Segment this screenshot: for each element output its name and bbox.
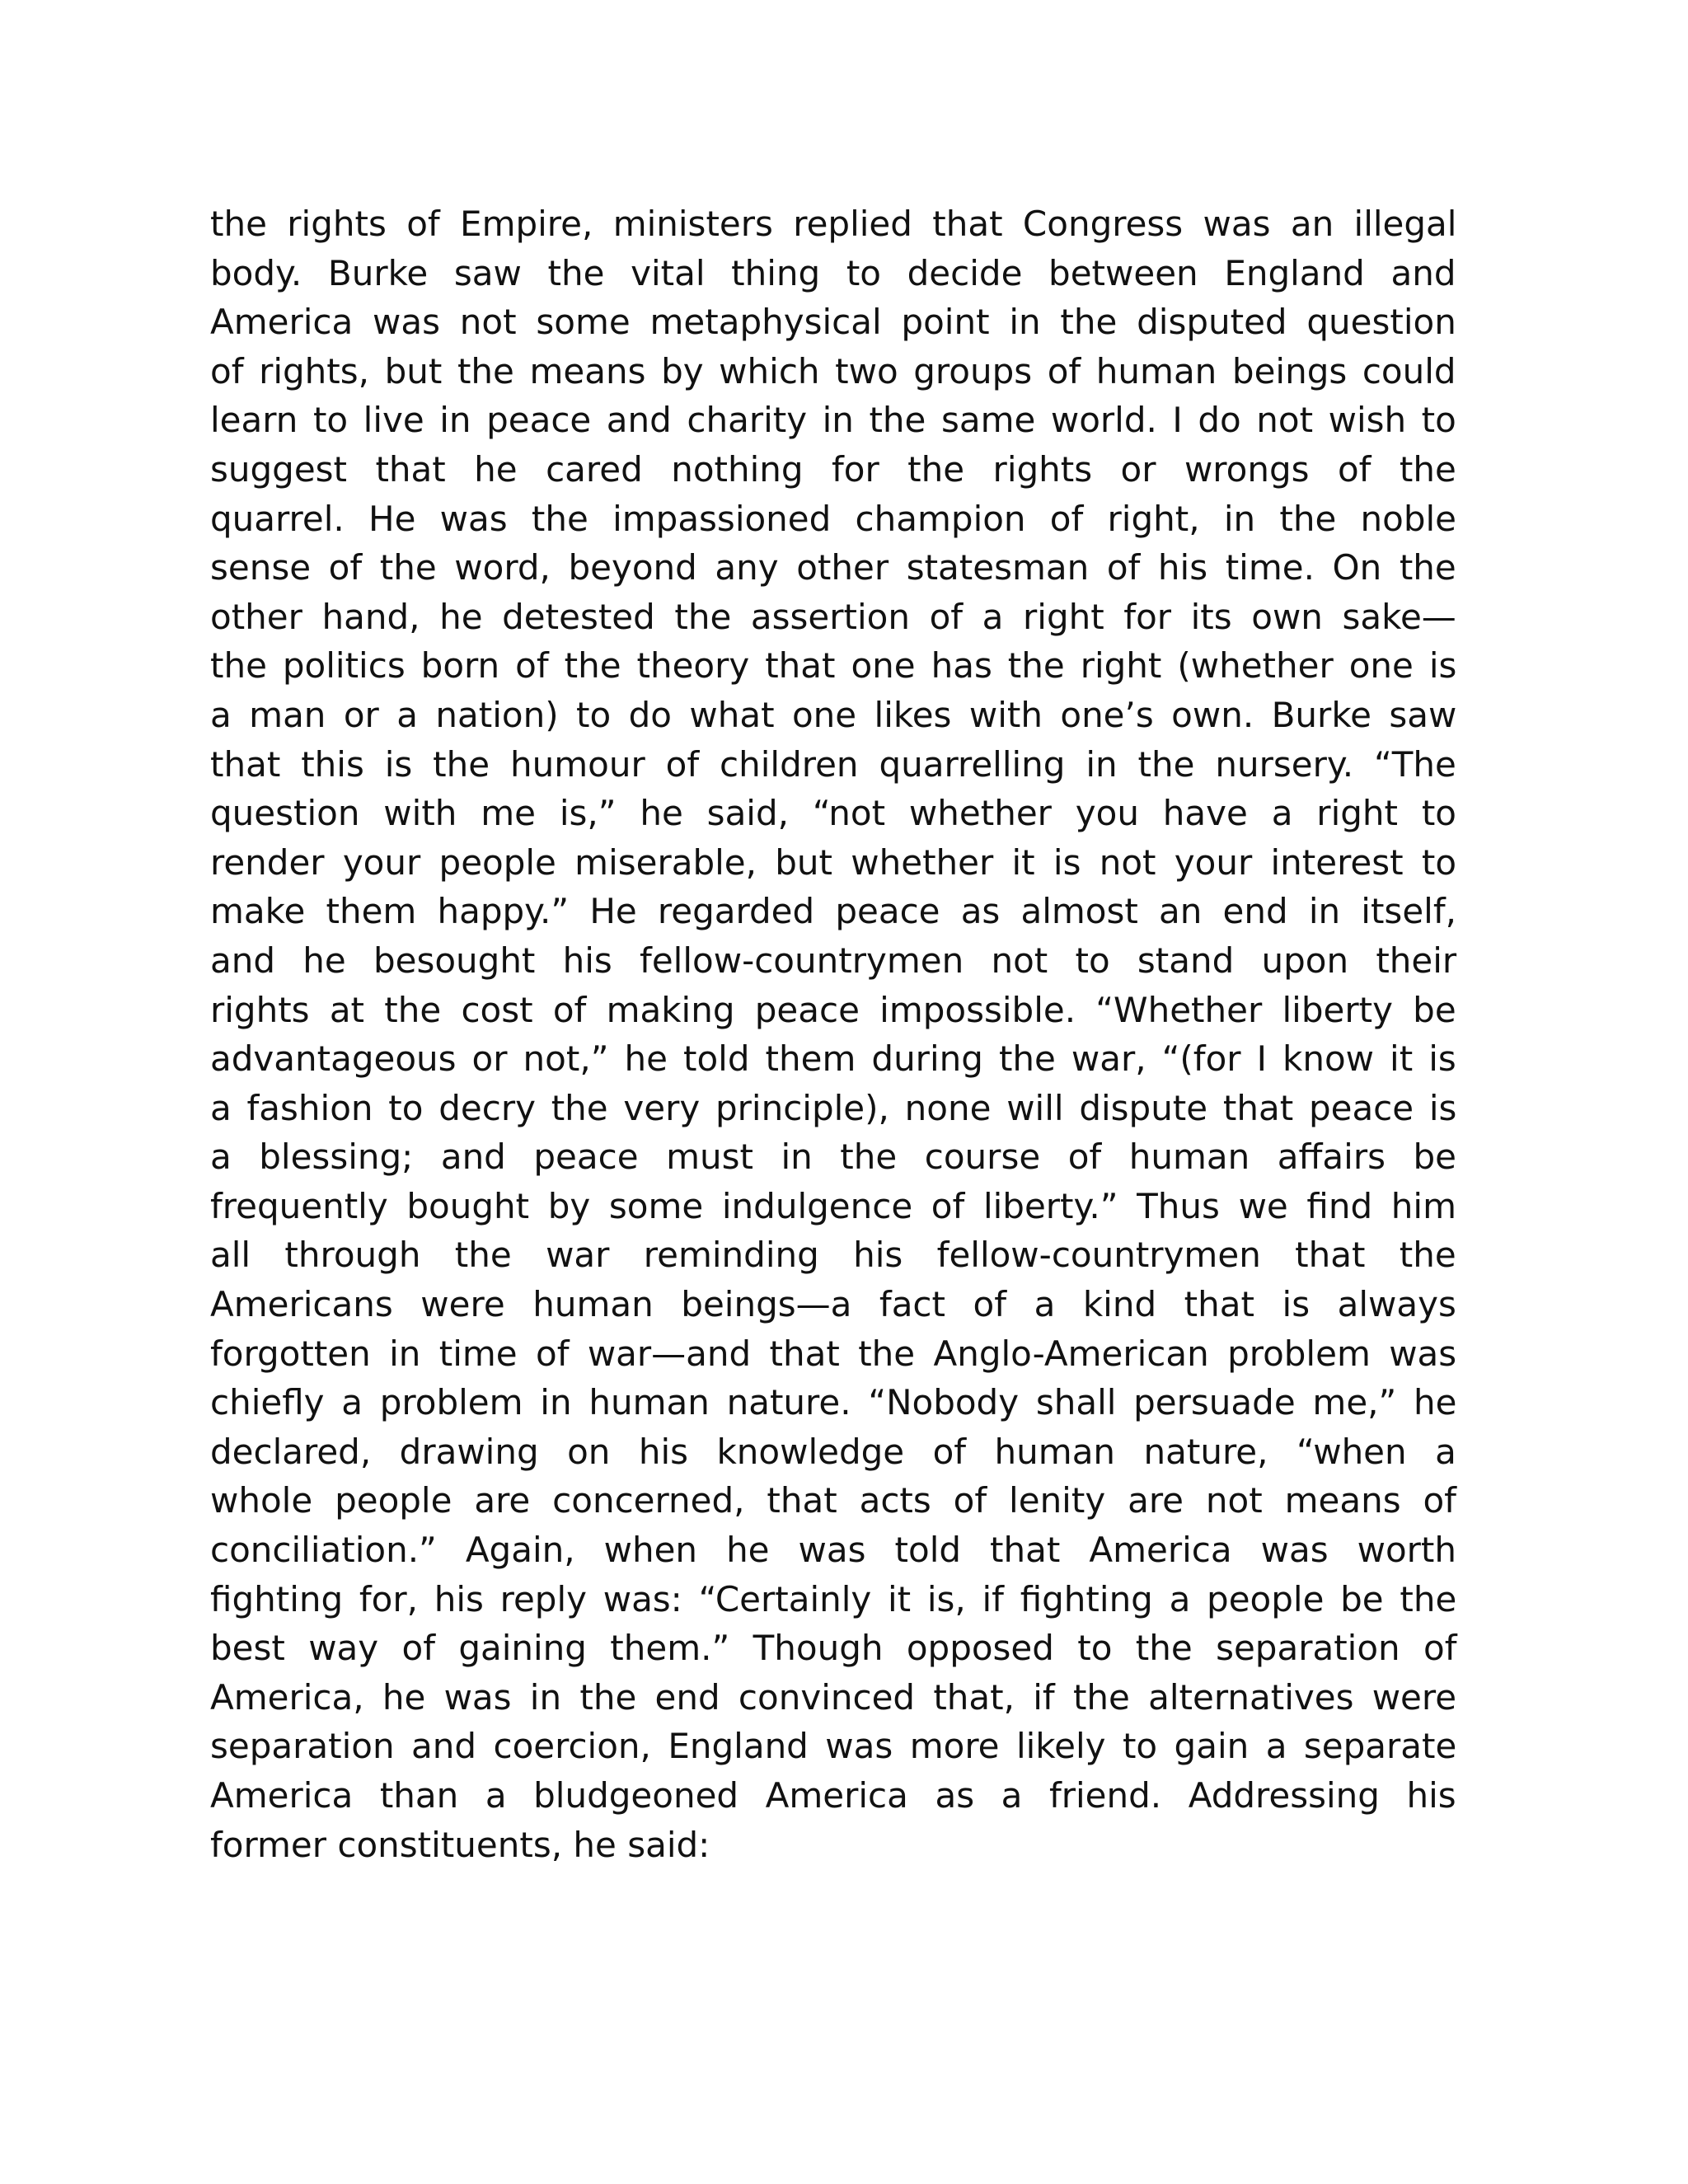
text-line: frequently bought by some indulgence of liberty.” Thus we find him [210, 1185, 1456, 1226]
text-line: quarrel. He was the impassioned champion of right, in the noble [210, 498, 1457, 539]
text-line: conciliation.” Again, when he was told that America was worth [210, 1530, 1457, 1571]
text-line: best way of gaining them.” Though opposed to the separation of [210, 1628, 1457, 1669]
text-line: America than a bludgeoned America as a friend. Addressing his [210, 1775, 1456, 1816]
text-line: Americans were human beings—a fact of a kind that is always [210, 1284, 1456, 1325]
text-line: other hand, he detested the assertion of a right for its own sake— [210, 596, 1456, 637]
text-line: forgotten in time of war—and that the Anglo-American problem was [210, 1333, 1457, 1374]
text-line: of rights, but the means by which two groups of human beings could [210, 350, 1456, 391]
text-line: America was not some metaphysical point in the disputed question [210, 302, 1456, 343]
text-line: declared, drawing on his knowledge of human nature, “when a [210, 1431, 1456, 1472]
text-line: make them happy.” He regarded peace as almost an end in itself, [210, 891, 1456, 932]
text-line: fighting for, his reply was: “Certainly it is, if fighting a people be the [210, 1578, 1457, 1619]
text-line: all through the war reminding his fellow-countrymen that the [210, 1235, 1456, 1276]
text-line: learn to live in peace and charity in the same world. I do not wish to [210, 400, 1456, 441]
text-line: America, he was in the end convinced that, if the alternatives were [210, 1676, 1457, 1718]
text-line: render your people miserable, but whether it is not your interest to [210, 841, 1457, 883]
text-line: that this is the humour of children quarrelling in the nursery. “The [210, 743, 1456, 785]
text-line: the politics born of the theory that one has the right (whether one is [210, 645, 1457, 687]
text-line: whole people are concerned, that acts of lenity are not means of [210, 1480, 1456, 1521]
body-paragraph [210, 199, 1456, 1869]
text-line: separation and coercion, England was more likely to gain a separate [210, 1726, 1457, 1767]
text-line: chiefly a problem in human nature. “Nobody shall persuade me,” he [210, 1382, 1457, 1423]
text-line: body. Burke saw the vital thing to decide between England and [210, 252, 1456, 293]
text-line: sense of the word, beyond any other statesman of his time. On the [210, 547, 1456, 588]
text-line: a fashion to decry the very principle), none will dispute that peace is [210, 1087, 1457, 1128]
text-line: and he besought his fellow-countrymen not to stand upon their [210, 940, 1457, 981]
text-line: question with me is,” he said, “not whether you have a right to [210, 793, 1456, 834]
text-line: suggest that he cared nothing for the rights or wrongs of the [210, 448, 1456, 490]
text-line: rights at the cost of making peace impossible. “Whether liberty be [210, 989, 1456, 1030]
text-line: the rights of Empire, ministers replied that Congress was an illegal [210, 204, 1457, 244]
text-line: a man or a nation) to do what one likes with one’s own. Burke saw [210, 694, 1457, 735]
text-line: a blessing; and peace must in the course of human affairs be [210, 1137, 1457, 1178]
text-line: former constituents, he said: [210, 1824, 710, 1865]
text-line: advantageous or not,” he told them during the war, “(for I know it is [210, 1038, 1456, 1080]
